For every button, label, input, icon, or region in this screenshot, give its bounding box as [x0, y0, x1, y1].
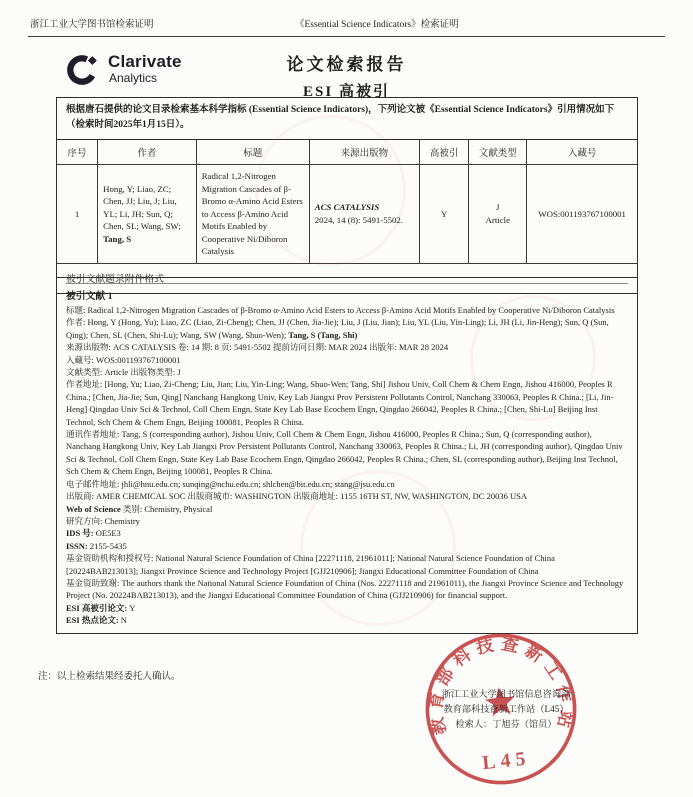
cell-accession: WOS:001193767100001 — [527, 165, 637, 263]
citation-fields — [66, 304, 628, 627]
column-header-highly-cited: 高被引 — [419, 140, 468, 165]
citation-field: ESI 热点论文: N — [66, 615, 127, 626]
table-row — [57, 165, 637, 263]
cell-doc-type — [469, 165, 527, 263]
citation-field: 作者: Hong, Y (Hong, Yu); Liao, ZC (Liao, Zi-Cheng); Chen, JJ (Chen, Jia-Jie); Liu, J (Liu, Jian); Liu, YL (Liu, Yin-Ling); Li, JH (Li, Jin-Heng); Sun, Q (Sun, Qing); Chen, SL (Chen, Shi-Lu); Wang, SW (Wang, Shuo-Wen); Tang, S (Tang, Shi) — [66, 317, 609, 340]
report-subtitle: ESI 高被引 — [303, 84, 390, 100]
stamp-overlay-line-1: 浙江工业大学图书馆信息咨询部 — [441, 689, 571, 699]
report-title: 论文检索报告 — [286, 55, 407, 74]
header-divider — [28, 36, 665, 37]
brand-subtitle: Analytics — [109, 71, 158, 85]
intro-paragraph: 根据唐石提供的论文目录检索基本科学指标 (Essential Science Indicators)，下列论文被《Essential Science Indicators》引用情况如下（检索时间2025年1月15日）。 — [57, 98, 637, 140]
citation-field: 来源出版物: ACS CATALYSIS 卷: 14 期: 8 页: 5491-5502 提前访问日期: MAR 2024 出版年: MAR 28 2024 — [66, 342, 449, 353]
citation-field: 研究方向: Chemistry — [66, 515, 140, 526]
citation-field: 电子邮件地址: jhli@hnu.edu.cn; sunqing@nchu.edu.cn; shlchen@bit.edu.cn; stang@jsu.edu.cn — [66, 478, 395, 489]
page-top-header — [30, 16, 663, 30]
clarivate-logo-icon — [64, 52, 100, 93]
cell-highly-cited: Y — [419, 165, 468, 263]
citation-field: 基金资助机构和授权号: National Natural Science Foundation of China [22271118, 21961011]; National Natural Science Foundation of China [20224BAB213013]; Jiangxi Province Science and Technology Project [GJJ210906]; Jiangxi Educational Committee Foundation of China — [66, 553, 555, 576]
citation-detail-box — [56, 277, 638, 634]
doc-type-label: Article — [485, 214, 510, 225]
clarivate-brand — [64, 52, 182, 93]
citation-field: ESI 高被引论文: Y — [66, 602, 136, 613]
authors-list: Hong, Y; Liao, ZC; Chen, JJ; Liu, J; Liu, YL; Li, JH; Sun, Q; Chen, SL; Wang, SW; — [103, 183, 181, 231]
stamp-overlay-line-2: 教育部科技查新工作站（L45） — [443, 704, 569, 714]
stamp-overlay-text — [420, 687, 592, 732]
column-header-source: 来源出版物 — [309, 140, 419, 165]
brand-name: Clarivate — [108, 52, 182, 71]
stamp-overlay-line-3: 检索人：丁旭芬（馆员） — [455, 719, 557, 729]
column-header-index: 序号 — [57, 140, 98, 165]
cell-title: Radical 1,2-Nitrogen Migration Cascades of β-Bromo α-Amino Acid Esters to Access β-Amino Acid Motifs Enabled by Cooperative Ni/Diboron Catalysis — [196, 165, 309, 263]
column-header-doc-type: 文献类型 — [469, 140, 527, 165]
attachment-format-label: 被引文献题录附件格式 — [57, 263, 637, 293]
column-header-accession: 入藏号 — [527, 140, 637, 165]
citation-field: 标题: Radical 1,2-Nitrogen Migration Cascades of β-Bromo α-Amino Acid Esters to Access β-Amino Acid Motifs Enabled by Cooperative Ni/Diboron Catalysis — [66, 305, 615, 315]
column-header-authors: 作者 — [98, 140, 197, 165]
header-center-text: 《Essential Science Indicators》检索证明 — [295, 20, 459, 30]
citation-field: 基金资助致谢: The authors thank the National Natural Science Foundation of China (Nos. 22271118 and 21961011), the Jiangxi Province Science and Technology Project (No. 20224BAB213013), and the Jiangxi Educational Committee Foundation of China (GJJ210906) for financial support. — [66, 577, 624, 601]
stamp-arc-text: 教育部科技查新工作站 — [426, 634, 576, 737]
results-box — [56, 97, 638, 294]
cell-source — [309, 165, 419, 263]
results-table — [57, 140, 637, 263]
citation-field: 入藏号: WOS:001193767100001 — [66, 354, 181, 365]
note-text: 注：以上检索结果经委托人确认。 — [38, 672, 181, 682]
citation-field: 作者地址: [Hong, Yu; Liao, Zi-Cheng; Liu, Jian; Liu, Yin-Ling; Wang, Shuo-Wen; Tang, Shi] Jishou Univ, Coll Chem & Chem Engn, Jishou 416000, Peoples R China.; [Chen, Jia-Jie; Sun, Qing] Nanchang Hangkong Univ, Key Lab Jiangxi Prov Persistent Pollutants Control, Nanchang 330063, Peoples R China.; [Li, Jin-Heng] Qingdao Univ Sci & Technol, Coll Chem Engn, State Key Lab Base Ecochem Engn, Qingdao 266042, Peoples R China.; [Chen, Shi-Lu] Beijing Inst Technol, Sch Chem & Chem Engn, Beijing 100081, Peoples R China. — [66, 379, 614, 427]
brand-text — [108, 52, 182, 85]
source-journal: ACS CATALYSIS — [314, 202, 380, 213]
header-left-text: 浙江工业大学图书馆检索证明 — [30, 20, 154, 30]
citation-field: 文献类型: Article 出版物类型: J — [66, 367, 181, 378]
citation-top-rule — [66, 283, 628, 284]
doc-type-code: J — [496, 202, 500, 213]
citation-field: ISSN: 2155-5435 — [66, 540, 127, 551]
stamp-code: L45 — [481, 747, 532, 775]
authors-bold-name: Tang, S — [103, 233, 132, 244]
citation-field: 出版商: AMER CHEMICAL SOC 出版商城市: WASHINGTON 出版商地址: 1155 16TH ST, NW, WASHINGTON, DC 20036 USA — [66, 491, 527, 502]
cell-index: 1 — [57, 165, 98, 263]
cell-authors — [98, 165, 197, 263]
column-header-title: 标题 — [196, 140, 309, 165]
source-detail: 2024, 14 (8): 5491-5502. — [314, 214, 403, 225]
citation-heading: 被引文献 1 — [66, 291, 113, 302]
table-header-row — [57, 140, 637, 165]
citation-field: 通讯作者地址: Tang, S (corresponding author), Jishou Univ, Coll Chem & Chem Engn, Jishou 416000, Peoples R China.; Sun, Q (corresponding author), Nanchang Hangkong Univ, Key Lab Jiangxi Prov Persistent Pollutants Control, Nanchang 330063, Peoples R China.; Li, JH (corresponding author), Qingdao Univ Sci & Technol, Coll Chem Engn, State Key Lab Base Ecochem Engn, Qingdao 266042, Peoples R China.; Chen, SL (corresponding author), Beijing Inst Technol, Sch Chem & Chem Engn, Beijing 100081, Peoples R China. — [66, 429, 623, 477]
citation-field: IDS 号: OE5E3 — [66, 528, 121, 539]
citation-field: Web of Science 类别: Chemistry, Physical — [66, 503, 213, 514]
